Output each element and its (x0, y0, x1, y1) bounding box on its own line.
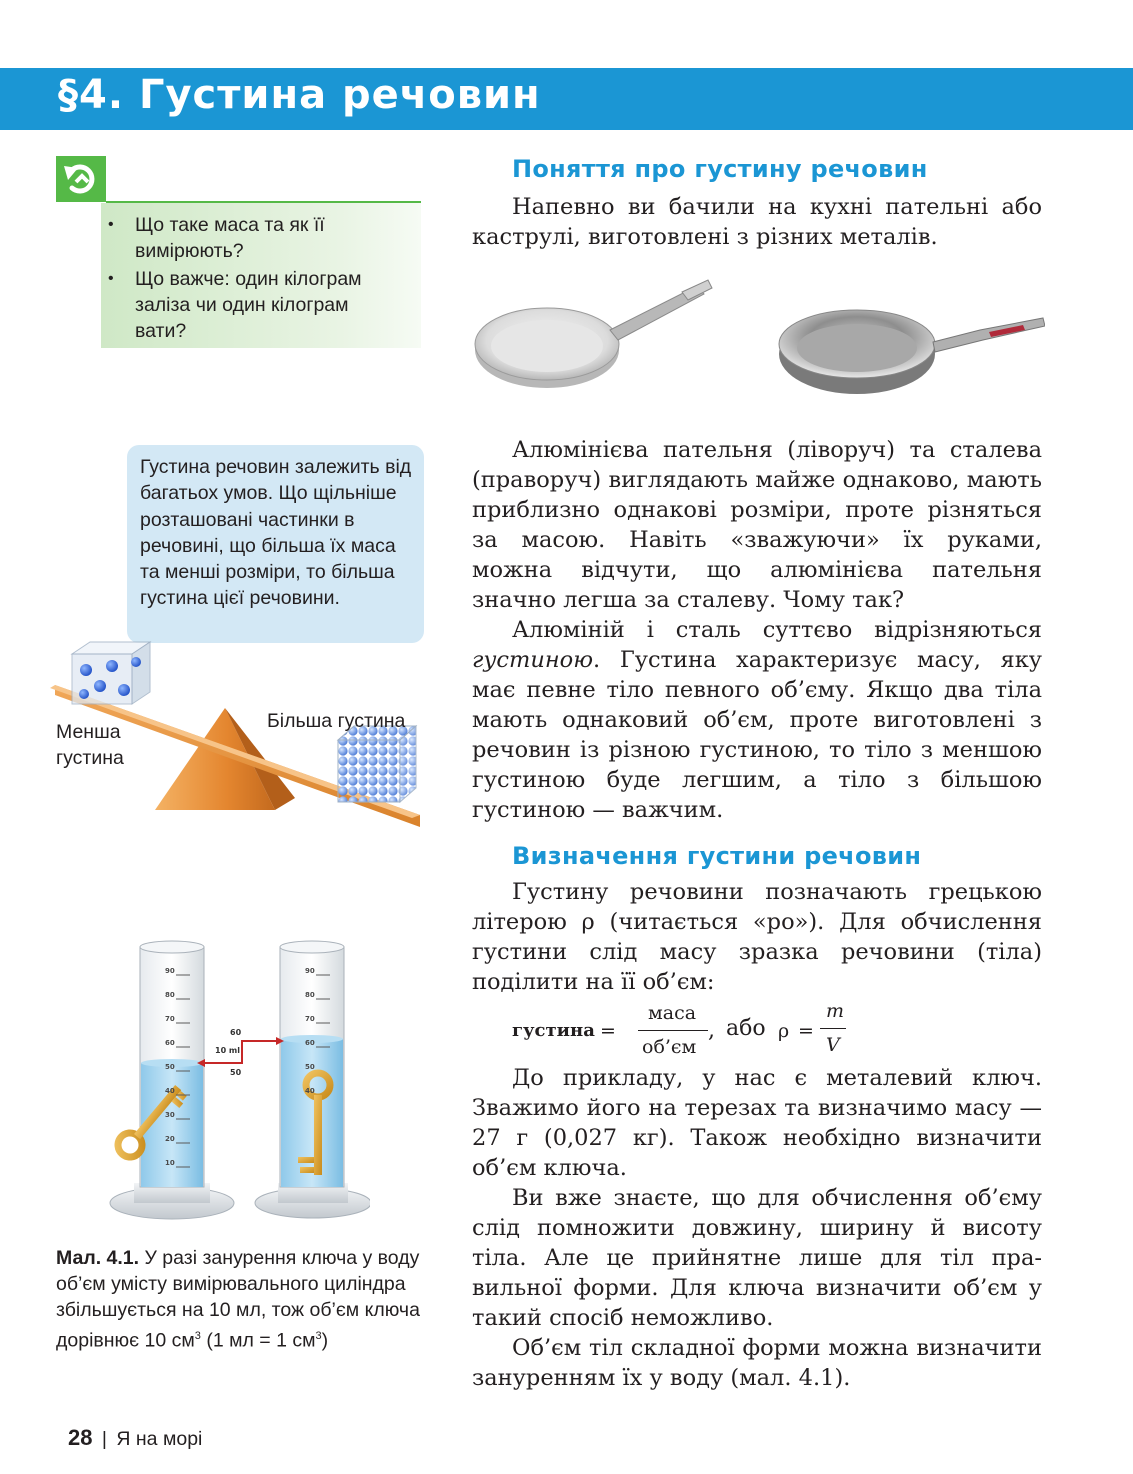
caption-sup: 3 (194, 1330, 201, 1342)
note-text: Густина речовин залежить від багатьох умов. Що щільніше розташовані частинки в речовині, що більша їх маса та менші розміри, то більша густина цієї речовини. (140, 456, 412, 610)
tick-label: 90 (305, 967, 315, 975)
formula-v: V (826, 1034, 840, 1056)
section1-body (472, 435, 1042, 825)
arrow-label-top: 60 (230, 1028, 242, 1037)
label-low-density: Менша густина (56, 721, 124, 769)
page-footer (68, 1425, 202, 1451)
paragraph: Об’єм тіл складної форми можна визначити зануренням їх у воду (мал. 4.1). (472, 1335, 1042, 1391)
formula-rho: ρ (778, 1020, 790, 1042)
formula-denominator: об’єм (642, 1036, 697, 1058)
tick-label: 20 (165, 1135, 175, 1143)
arrow-label-mid: 10 ml (215, 1046, 240, 1055)
tick-label: 70 (165, 1015, 175, 1023)
formula-comma: , (708, 1018, 715, 1043)
tick-label: 30 (165, 1111, 175, 1119)
tick-label: 90 (165, 967, 175, 975)
tick-label: 80 (165, 991, 175, 999)
undo-arrow-icon (56, 156, 106, 202)
recall-question: • Що таке маса та як її вимірюють? (104, 212, 404, 264)
tick-label: 60 (305, 1039, 315, 1047)
formula-m: m (826, 1000, 845, 1022)
fraction-bar (638, 1030, 708, 1031)
paragraph: Напевно ви бачили на кухні пательні або каструлі, виготовлені з різних металів. (472, 194, 1042, 250)
label-high-density: Більша густина (267, 710, 406, 732)
section2-body (472, 1063, 1042, 1393)
formula-eq2: = (798, 1020, 814, 1042)
text-span: . Густина характеризує масу, яку має певне тіло певного об’єму. Якщо два тіла мають однаковий об’єм, проте виготовлені з речовин із різною густиною, то тіло з меншою густиною буде легшим, а тіло з більшою густиною — важчим. (472, 647, 1042, 823)
tick-label: 70 (305, 1015, 315, 1023)
tick-label: 40 (165, 1087, 175, 1095)
paragraph: Алюмінієва пательня (ліворуч) та сталева (праворуч) виглядають майже однаково, мають приблизно однакові розміри, проте різняться за масою. Навіть «зважуючи» їх руками, можна відчути, що алюмінієва пательня значно легша за сталеву. Чому так? (472, 437, 1042, 613)
page-title: §4. Густина речовин (58, 72, 541, 118)
tick-label: 40 (305, 1087, 315, 1095)
formula-numerator: маса (648, 1002, 697, 1024)
recall-questions (104, 212, 404, 346)
section-heading: Визначення густини речовин (512, 842, 922, 870)
section2-intro (472, 877, 1042, 997)
fraction-bar-2 (820, 1028, 846, 1029)
italic-term: густиною (472, 647, 594, 673)
paragraph: Ви вже знаєте, що для обчислення об’єму слід помножити довжину, ширину й висоту тіла. Але це прийнятне лише для тіл правильної форми. Для ключа визначити об’єм у такий спосіб неможливо. (472, 1185, 1042, 1331)
formula-word: густина (512, 1020, 595, 1041)
tick-label: 80 (305, 991, 315, 999)
footer-title: Я на морі (116, 1428, 203, 1450)
recall-question: • Що важче: один кілограм заліза чи один кілограм вати? (104, 266, 404, 344)
tick-label: 50 (305, 1063, 315, 1071)
section-heading: Поняття про густину речовин (512, 155, 928, 183)
paragraph: До прикладу, у нас є металевий ключ. Зважимо його на терезах та визначимо масу — 27 г (0,027 кг). Також необхідно визначити об’єм ключа. (472, 1065, 1042, 1181)
figure-caption (56, 1245, 426, 1354)
paragraph (472, 615, 1042, 825)
cylinders-illustration (100, 935, 370, 1235)
caption-sup-2: 3 (315, 1330, 322, 1342)
footer-separator: | (101, 1428, 107, 1450)
page-number: 28 (68, 1425, 93, 1450)
intro-paragraph (472, 192, 1042, 252)
tick-label: 50 (165, 1063, 175, 1071)
paragraph: Густину речовини позначають грецькою літерою ρ (читається «ро»). Для обчислення густини слід масу зразка речовини (тіла) поділити на її об’єм: (472, 879, 1042, 995)
formula-or: або (726, 1016, 766, 1041)
steel-pan-image (775, 292, 1045, 402)
tick-label: 10 (165, 1159, 175, 1167)
caption-text: У разі занурення ключа у воду об’єм умісту вимірювального циліндра збільшується на 10 мл, тож об’єм ключа дорівнює 10 см (56, 1247, 420, 1352)
arrow-label-bottom: 50 (230, 1068, 242, 1077)
caption-label: Мал. 4.1. (56, 1247, 140, 1269)
tick-label: 60 (165, 1039, 175, 1047)
density-formula (512, 1000, 932, 1062)
formula-eq: = (600, 1020, 616, 1042)
caption-text-2: (1 мл = 1 см (200, 1329, 316, 1352)
text-span: Алюміній і сталь суттєво відрізняються (512, 617, 1042, 643)
aluminum-pan-image (472, 278, 727, 398)
caption-text-3: ) (321, 1329, 329, 1352)
